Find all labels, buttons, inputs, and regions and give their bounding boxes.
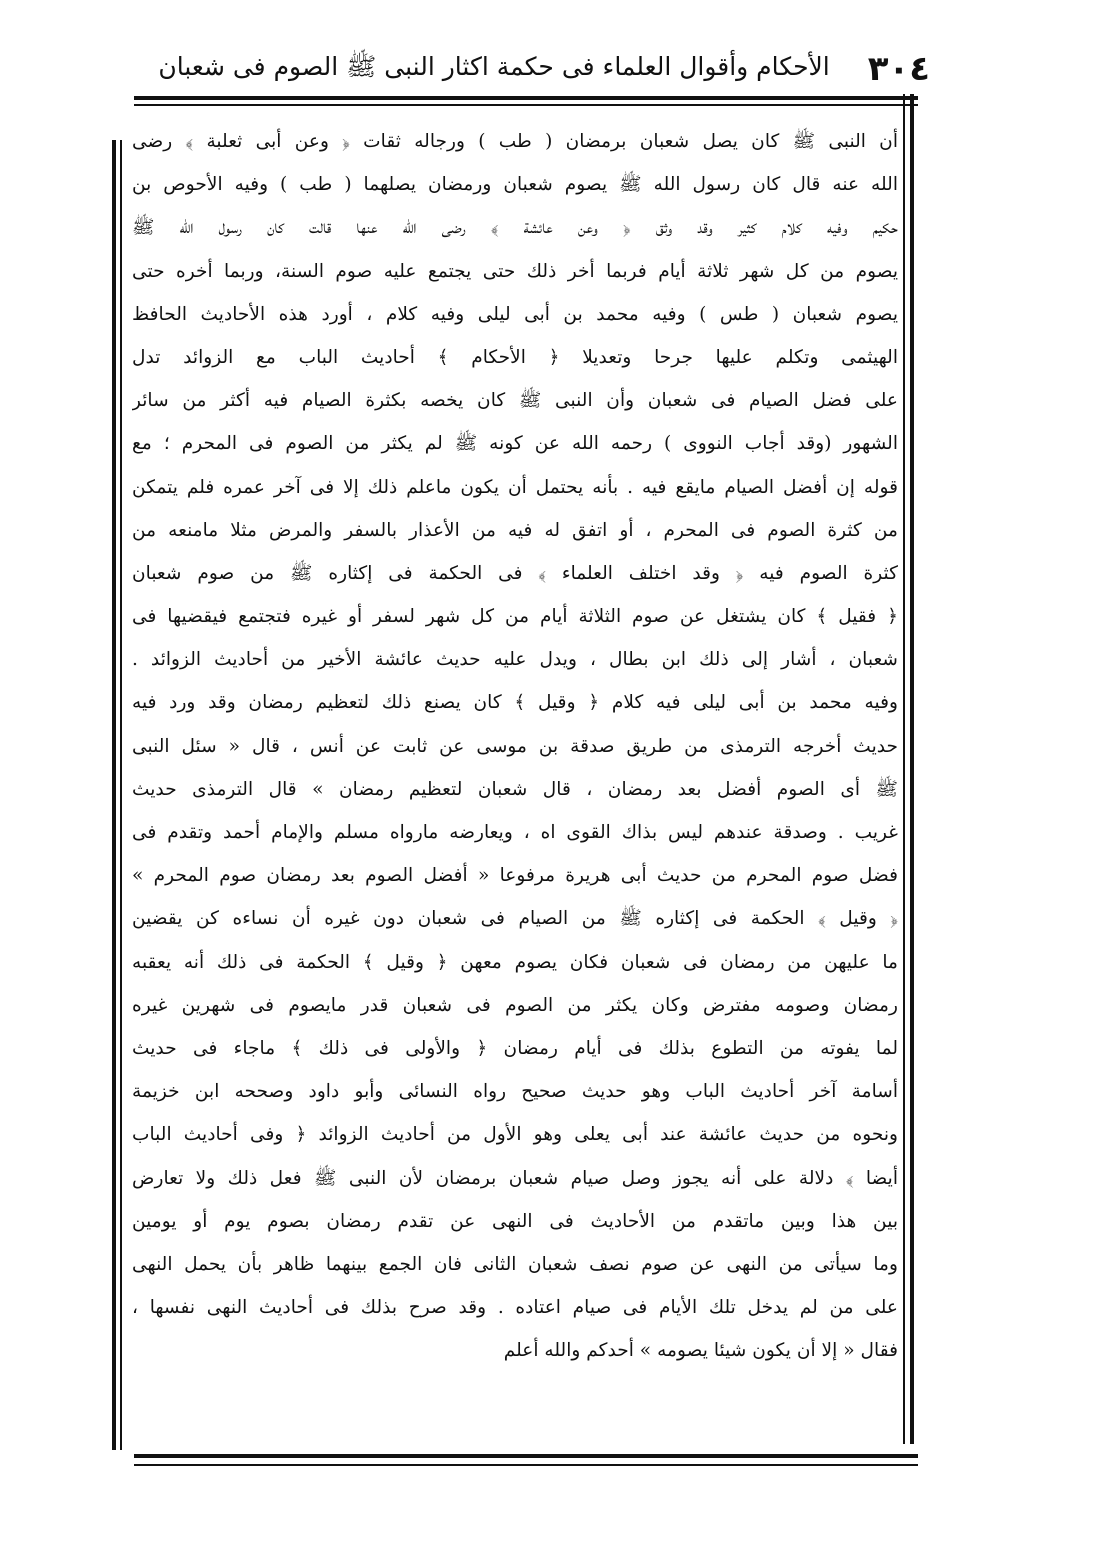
header-title: الأحكام وأقوال العلماء فى حكمة اكثار النبى ﷺ الصوم فى شعبان bbox=[158, 51, 830, 81]
text-line: لما يفوته من التطوع بذلك فى أيام رمضان ﴿ والأولى فى ذلك ﴾ ماجاء فى حديث bbox=[132, 1037, 898, 1059]
text-line: غريب . وصدقة عندهم ليس بذاك القوى اه ، ويعارضه مارواه مسلم والإمام أحمد وتقدم فى bbox=[132, 822, 898, 843]
text-line: حديث أخرجه الترمذى من طريق صدقة بن موسى عن ثابت عن أنس ، قال « سئل النبى bbox=[132, 735, 898, 757]
bottom-rule bbox=[134, 1454, 918, 1458]
text-line: الشهور (وقد أجاب النووى ) رحمه الله عن كونه ﷺ لم يكثر من الصوم فى المحرم ؛ مع bbox=[132, 433, 898, 455]
text-line: ما عليهن من رمضان فى شعبان فكان يصوم معهن ﴿ وقيل ﴾ الحكمة فى ذلك أنه يعقبه bbox=[132, 951, 898, 973]
text-line: وفيه محمد بن أبى ليلى فيه كلام ﴿ وقيل ﴾ كان يصنع ذلك لتعظيم رمضان وقد ورد فيه bbox=[132, 692, 898, 714]
running-header bbox=[158, 44, 930, 94]
top-rule bbox=[134, 96, 918, 100]
text-line: الهيثمى وتكلم عليها جرحا وتعديلا ﴿ الأحكام ﴾ أحاديث الباب مع الزوائد تدل bbox=[132, 346, 898, 368]
right-border-thin bbox=[903, 94, 905, 1444]
text-line: ﴿ وقيل ﴾ الحكمة فى إكثاره ﷺ من الصيام فى شعبان دون غيره أن نساءه كن يقضين bbox=[132, 908, 898, 930]
text-line: ﴿ فقيل ﴾ كان يشتغل عن صوم الثلاثة أيام من كل شهر لسفر أو غيره فتجتمع فيقضيها فى bbox=[132, 606, 898, 628]
text-line: قوله إن أفضل الصيام مايقع فيه . بأنه يحتمل أن يكون ماعلم ذلك إلا فى آخر عمره فلم يتمكن bbox=[132, 476, 898, 498]
text-line: فقال « إلا أن يكون شيئا يصومه » أحدكم والله أعلم bbox=[503, 1340, 898, 1362]
right-border bbox=[910, 94, 914, 1444]
text-line: يصوم من كل شهر ثلاثة أيام فربما أخر ذلك حتى يجتمع عليه صوم السنة، وربما أخره حتى bbox=[132, 260, 898, 282]
body-text bbox=[132, 120, 898, 1372]
text-line: أسامة آخر أحاديث الباب وهو حديث صحيح رواه النسائى وأبو داود وصححه ابن خزيمة bbox=[132, 1081, 898, 1103]
bottom-rule-thin bbox=[134, 1464, 918, 1466]
text-line: أيضا ﴾ دلالة على أنه يجوز وصل صيام شعبان برمضان لأن النبى ﷺ فعل ذلك ولا تعارض bbox=[132, 1167, 898, 1189]
text-line: ﷺ أى الصوم أفضل بعد رمضان ، قال شعبان لتعظيم رمضان » قال الترمذى حديث bbox=[132, 778, 898, 800]
left-border bbox=[112, 140, 116, 1450]
text-line: وما سيأتى من النهى عن صوم نصف شعبان الثانى فان الجمع بينهما ظاهر بأن يحمل النهى bbox=[132, 1253, 898, 1275]
text-line: ونحوه من حديث عائشة عند أبى يعلى وهو الأول من أحاديث الزوائد ﴿ وفى أحاديث الباب bbox=[132, 1124, 898, 1146]
text-line: فضل صوم المحرم من حديث أبى هريرة مرفوعا « أفضل الصوم بعد رمضان صوم المحرم » bbox=[132, 865, 898, 887]
text-line: الله عنه قال كان رسول الله ﷺ يصوم شعبان ورمضان يصلهما ( طب ) وفيه الأحوص بن bbox=[132, 174, 898, 196]
text-line: كثرة الصوم فيه ﴿ وقد اختلف العلماء ﴾ فى الحكمة فى إكثاره ﷺ من صوم شعبان bbox=[132, 562, 898, 584]
text-line: حكيم وفيه كلام كثير وقد وثق ﴿ وعن عائشة ﴾ رضى الله عنها قالت كان رسول الله ﷺ bbox=[132, 217, 898, 239]
text-line: أن النبى ﷺ كان يصل شعبان برمضان ( طب ) ورجاله ثقات ﴿ وعن أبى ثعلبة ﴾ رضى bbox=[132, 131, 898, 152]
text-line: شعبان ، أشار إلى ذلك ابن بطال ، ويدل عليه حديث عائشة الأخير من أحاديث الزوائد . bbox=[132, 649, 898, 671]
text-line: يصوم شعبان ( طس ) وفيه محمد بن أبى ليلى وفيه كلام ، أورد هذه الأحاديث الحافظ bbox=[132, 303, 898, 325]
text-line: على فضل الصيام فى شعبان وأن النبى ﷺ كان يخصه بكثرة الصيام فيه أكثر من سائر bbox=[132, 390, 898, 412]
top-rule-thin bbox=[134, 104, 918, 106]
page-number: ٣٠٤ bbox=[867, 49, 930, 89]
text-line: على من لم يدخل تلك الأيام فى صيام اعتاده . وقد صرح بذلك فى أحاديث النهى نفسها ، bbox=[132, 1297, 898, 1319]
text-line: بين هذا وبين ماتقدم من الأحاديث فى النهى عن تقدم رمضان بصوم يوم أو يومين bbox=[132, 1210, 898, 1232]
text-line: رمضان وصومه مفترض وكان يكثر من الصوم فى شعبان قدر مايصوم فى شهرين غيره bbox=[132, 994, 898, 1016]
left-border-thin bbox=[120, 140, 122, 1450]
text-line: من كثرة الصوم فى المحرم ، أو اتفق له فيه من الأعذار بالسفر والمرض مثلا مامنعه من bbox=[132, 519, 898, 541]
